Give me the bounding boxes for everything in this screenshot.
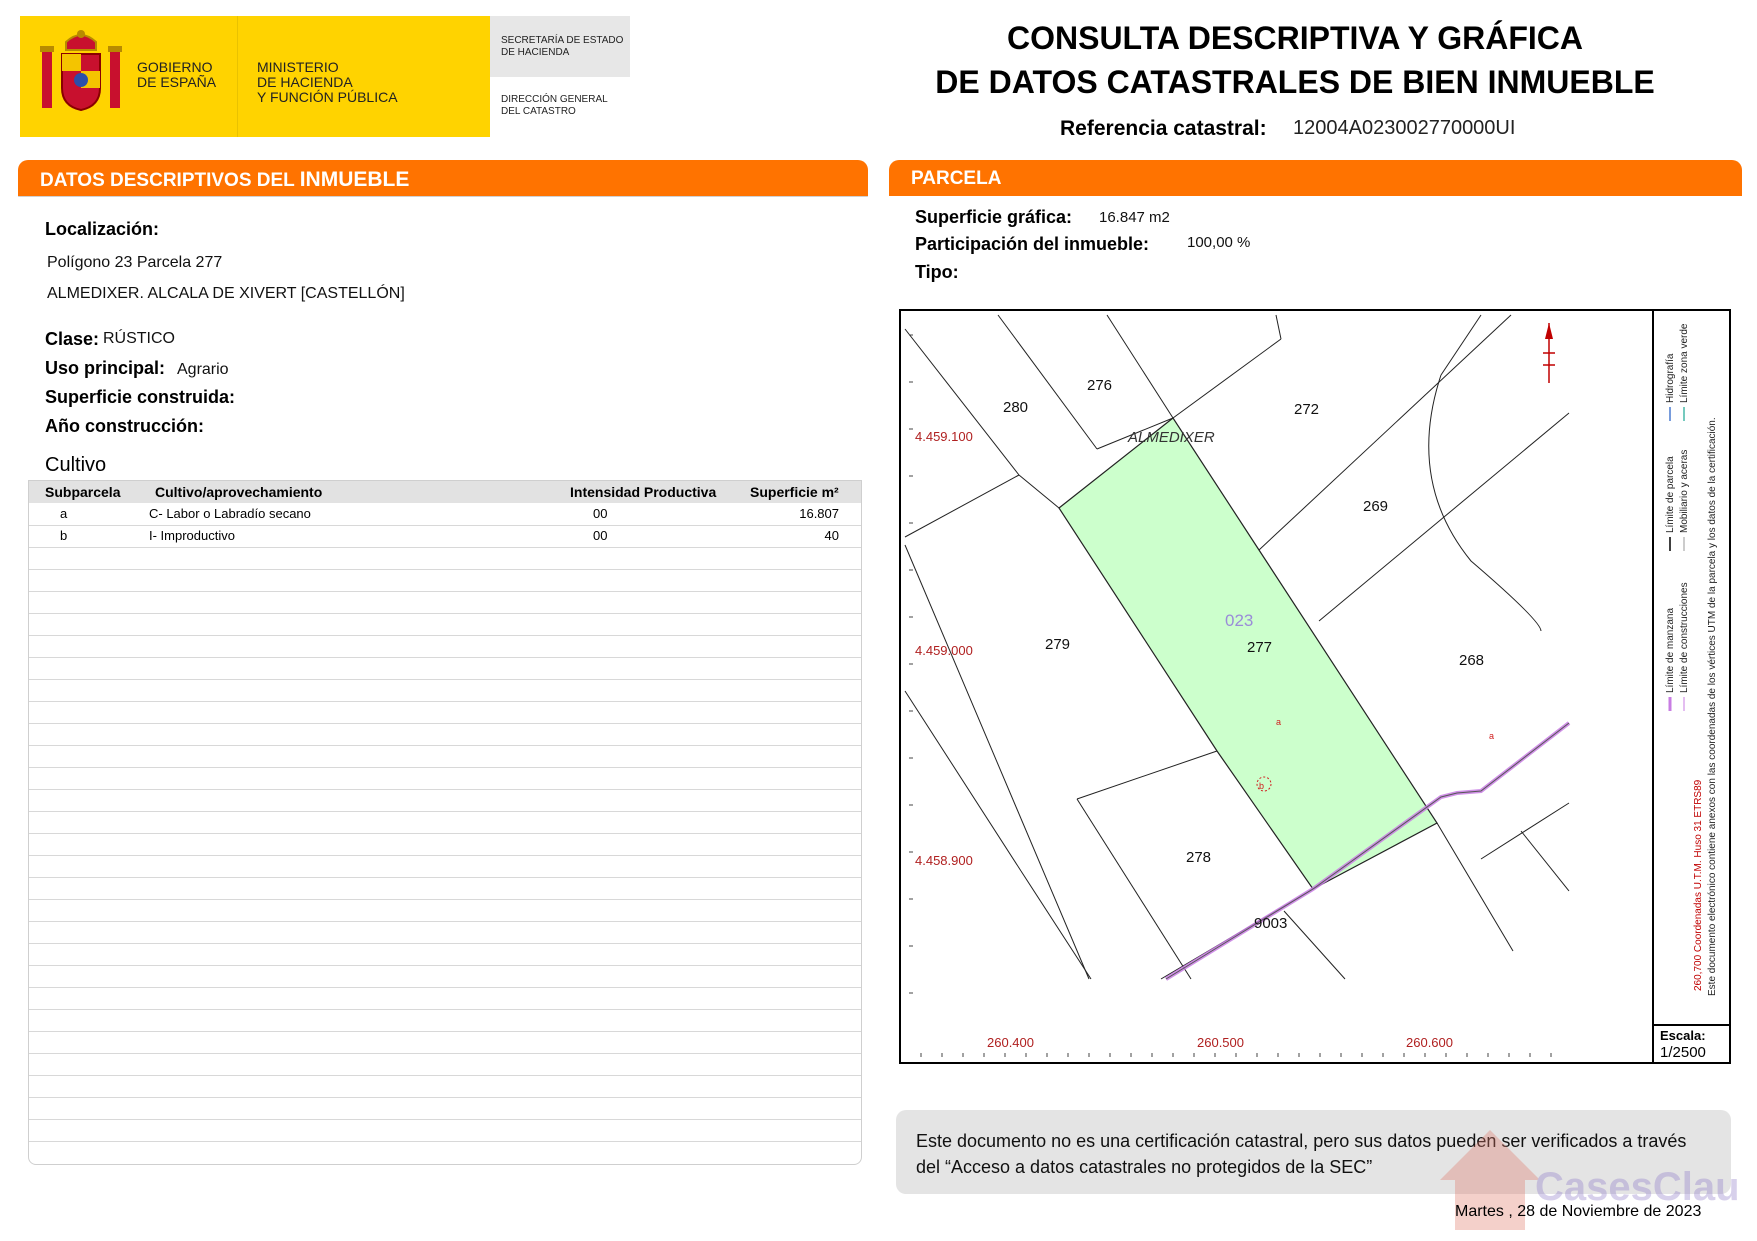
legend-mobiliario: Mobiliario y aceras xyxy=(1679,449,1690,533)
localizacion-line1: Polígono 23 Parcela 277 xyxy=(47,254,223,271)
table-grid-line xyxy=(29,569,861,570)
table-grid-line xyxy=(29,701,861,702)
direccion-line1: DIRECCIÓN GENERAL xyxy=(501,94,608,105)
table-grid-line xyxy=(29,745,861,746)
label-269: 269 xyxy=(1363,498,1389,515)
table-grid-line xyxy=(29,855,861,856)
subparcel-other-label: a xyxy=(1489,731,1495,741)
table-grid-line xyxy=(29,657,861,658)
row-a-subparcela: a xyxy=(60,506,68,521)
legend-coords: 260,700 Coordenadas U.T.M. Huso 31 ETRS89 xyxy=(1693,779,1704,991)
table-grid-line xyxy=(29,1097,861,1098)
scale-value: 1/2500 xyxy=(1660,1044,1706,1061)
subparcel-a-label: a xyxy=(1276,717,1282,727)
descriptive-panel xyxy=(18,196,868,197)
legend-parcela: Límite de parcela xyxy=(1665,456,1676,533)
poligono-label: 023 xyxy=(1225,611,1254,630)
table-grid-line xyxy=(29,547,861,548)
table-grid-line xyxy=(29,613,861,614)
ministerio-line1: MINISTERIO xyxy=(257,59,339,75)
col-cultivo: Cultivo/aprovechamiento xyxy=(155,484,323,500)
map-drawing xyxy=(901,311,1653,1062)
secretaria-line1: SECRETARÍA DE ESTADO xyxy=(501,35,624,46)
descriptive-head-strong: INMUEBLE xyxy=(299,168,410,191)
uso-value: Agrario xyxy=(177,361,229,378)
tipo-label: Tipo: xyxy=(915,262,959,282)
legend-construcciones: Límite de construcciones xyxy=(1679,582,1690,693)
x-coord-2: 260.500 xyxy=(1197,1035,1244,1050)
col-superficie: Superficie m² xyxy=(750,484,839,500)
row-b-subparcela: b xyxy=(60,528,68,543)
parcela-panel-header xyxy=(889,160,1742,196)
map-legend xyxy=(1655,311,1730,1023)
legend-note: Este documento electrónico contiene anexos con las coordenadas de los vértices UTM de la parcela y los datos de la certificación. xyxy=(1707,417,1718,996)
label-276: 276 xyxy=(1087,377,1113,394)
label-278: 278 xyxy=(1186,849,1212,866)
table-grid-line xyxy=(29,811,861,812)
label-277: 277 xyxy=(1247,639,1273,656)
x-coord-1: 260.400 xyxy=(987,1035,1034,1050)
row-a-cultivo: C- Labor o Labradío secano xyxy=(149,506,311,521)
participacion-value: 100,00 % xyxy=(1187,234,1251,251)
table-grid-line xyxy=(29,1119,861,1120)
map-legend-separator xyxy=(1652,309,1654,1064)
label-280: 280 xyxy=(1003,399,1029,416)
scale-label: Escala: xyxy=(1660,1028,1706,1043)
table-grid-line xyxy=(29,1009,861,1010)
ministerio-line2: DE HACIENDA xyxy=(257,74,353,90)
table-grid-line xyxy=(29,943,861,944)
uso-label: Uso principal: xyxy=(45,358,166,378)
table-grid-line xyxy=(29,987,861,988)
table-grid-line xyxy=(29,1053,861,1054)
table-grid-line xyxy=(29,789,861,790)
coat-of-arms-icon xyxy=(38,28,124,120)
table-grid-line xyxy=(29,1075,861,1076)
scale-separator xyxy=(1652,1024,1731,1026)
cadastral-map xyxy=(899,309,1731,1064)
ministerio-line3: Y FUNCIÓN PÚBLICA xyxy=(257,89,398,105)
secretaria-text xyxy=(501,35,623,59)
direccion-line2: DEL CATASTRO xyxy=(501,106,576,117)
ref-label: Referencia catastral: xyxy=(1060,117,1267,140)
title-line2: DE DATOS CATASTRALES DE BIEN INMUEBLE xyxy=(935,64,1655,100)
table-grid-line xyxy=(29,921,861,922)
row-b-cultivo: I- Improductivo xyxy=(149,528,235,543)
x-coord-3: 260.600 xyxy=(1406,1035,1453,1050)
gobierno-line1: GOBIERNO xyxy=(137,59,213,75)
clase-value: RÚSTICO xyxy=(103,330,175,347)
legend-zona-verde: Límite zona verde xyxy=(1679,323,1690,403)
direccion-text xyxy=(501,94,608,118)
participacion-label: Participación del inmueble: xyxy=(915,234,1150,254)
secretaria-line2: DE HACIENDA xyxy=(501,47,570,58)
descriptive-head-prefix: DATOS DESCRIPTIVOS DEL xyxy=(40,170,300,191)
label-272: 272 xyxy=(1294,401,1320,418)
table-grid-line xyxy=(29,899,861,900)
table-grid-line xyxy=(29,723,861,724)
table-grid-line xyxy=(29,833,861,834)
title-line1: CONSULTA DESCRIPTIVA Y GRÁFICA xyxy=(1006,20,1584,56)
table-grid-line xyxy=(29,679,861,680)
notice-text: Este documento no es una certificación catastral, pero sus datos pueden ser verificados a través del “Acceso a datos catastrales no protegidos de la SEC” xyxy=(916,1131,1687,1177)
table-grid-line xyxy=(29,1031,861,1032)
ref-value: 12004A023002770000UI xyxy=(1293,117,1516,139)
parcela-head-text: PARCELA xyxy=(911,168,1002,189)
y-coord-1: 4.459.100 xyxy=(915,429,973,444)
row-b-superficie: 40 xyxy=(824,528,839,543)
table-grid-line xyxy=(29,767,861,768)
y-coord-2: 4.459.000 xyxy=(915,643,973,658)
north-arrow-icon xyxy=(1543,323,1555,383)
table-grid-line xyxy=(29,877,861,878)
table-grid-line xyxy=(29,591,861,592)
legend-hidrografia: Hidrografía xyxy=(1665,353,1676,403)
descriptive-panel-header xyxy=(18,160,868,196)
col-intensidad: Intensidad Productiva xyxy=(570,484,717,500)
place-label: ALMEDIXER xyxy=(1128,429,1215,446)
label-268: 268 xyxy=(1459,652,1485,669)
row-a-superficie: 16.807 xyxy=(799,506,839,521)
table-grid-line xyxy=(29,965,861,966)
row-b-intensidad: 00 xyxy=(593,528,608,543)
label-279: 279 xyxy=(1045,636,1071,653)
row-a-intensidad: 00 xyxy=(593,506,608,521)
document-date: Martes , 28 de Noviembre de 2023 xyxy=(1455,1203,1702,1220)
gobierno-text xyxy=(137,60,216,90)
col-subparcela: Subparcela xyxy=(45,484,121,500)
cultivo-title: Cultivo xyxy=(45,454,107,476)
label-9003: 9003 xyxy=(1254,915,1288,932)
localizacion-label: Localización: xyxy=(45,219,160,239)
ministerio-text xyxy=(257,60,398,105)
cultivo-table-header xyxy=(29,481,861,503)
subparcel-b-label: b xyxy=(1259,781,1265,791)
localizacion-line2: ALMEDIXER. ALCALA DE XIVERT [CASTELLÓN] xyxy=(47,285,405,302)
cultivo-table xyxy=(28,480,862,1165)
logo-divider xyxy=(237,16,238,137)
y-coord-3: 4.458.900 xyxy=(915,853,973,868)
table-grid-line xyxy=(29,1141,861,1142)
clase-label: Clase: xyxy=(45,329,100,349)
table-grid-line xyxy=(29,635,861,636)
superficie-grafica-label: Superficie gráfica: xyxy=(915,207,1073,227)
superficie-grafica-value: 16.847 m2 xyxy=(1099,209,1170,226)
watermark-text: CasesClau xyxy=(1535,1165,1740,1209)
legend-manzana: Límite de manzana xyxy=(1665,607,1676,693)
superficie-construida-label: Superficie construida: xyxy=(45,387,236,407)
table-grid-line xyxy=(29,525,861,526)
gobierno-line2: DE ESPAÑA xyxy=(137,74,217,90)
anio-construccion-label: Año construcción: xyxy=(45,416,205,436)
